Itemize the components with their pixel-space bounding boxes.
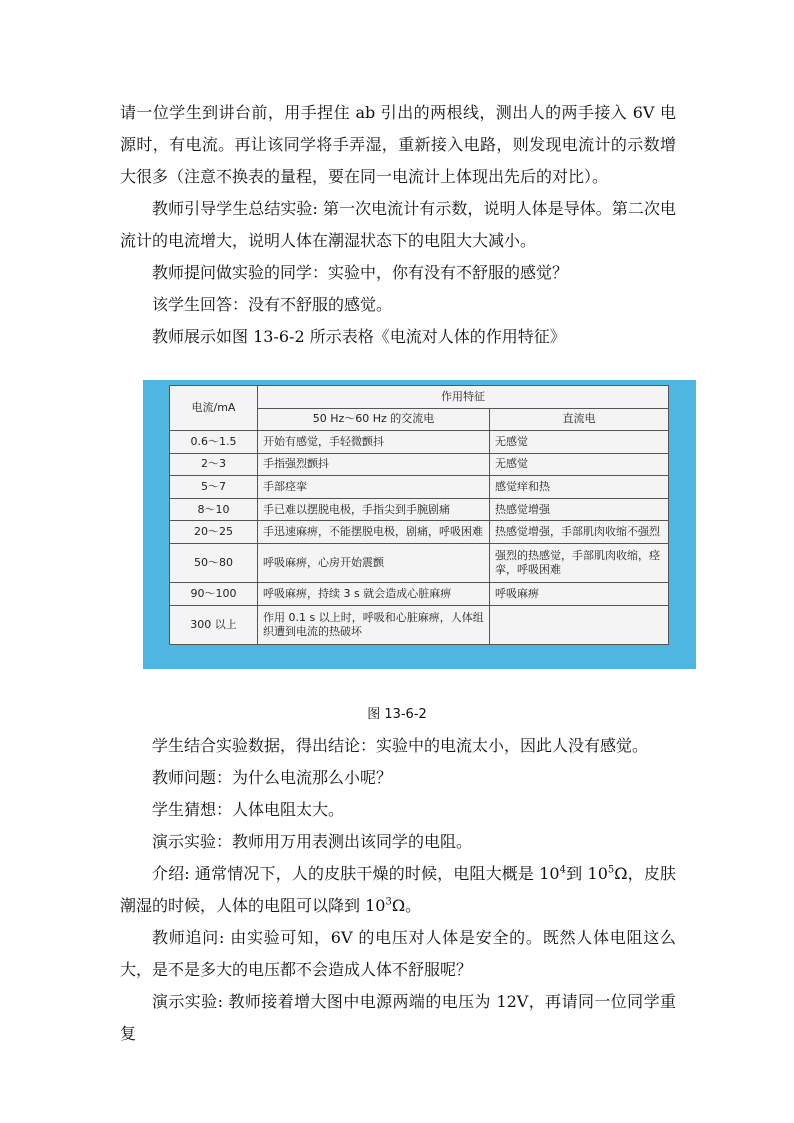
paragraph-student-conclusion: 学生结合实验数据，得出结论：实验中的电流太小，因此人没有感觉。: [152, 736, 649, 755]
current-effects-table: [169, 385, 669, 645]
table-row: [170, 543, 669, 582]
exponent-4: 4: [559, 864, 566, 876]
cell-ac: 手指强烈颤抖: [258, 453, 490, 476]
header-dc: 直流电: [490, 408, 669, 431]
figure-caption: 图 13-6-2: [367, 707, 427, 722]
paragraph-teacher-summary: 教师引导学生总结实验: 第一次电流计有示数，说明人体是导体。第二次电流计的电流增大，说明人体在潮湿状态下的电阻大大减小。: [120, 199, 676, 250]
cell-current: 50～80: [170, 543, 258, 582]
paragraph-introduction: [120, 858, 676, 922]
cell-dc: 无感觉: [490, 453, 669, 476]
intro-text-c: Ω，皮肤潮湿的时候，人体的电阻可以降到 10: [120, 864, 676, 915]
table-row: [170, 583, 669, 606]
cell-ac: 呼吸麻痹，心房开始震颤: [258, 543, 490, 582]
intro-text-a: 介绍: 通常情况下，人的皮肤干燥的时候，电阻大概是 10: [152, 864, 560, 883]
paragraph-experiment-setup: 请一位学生到讲台前，用手捏住 ab 引出的两根线，测出人的两手接入 6V 电源时，有电流。再让该同学将手弄湿，重新接入电路，则发现电流计的示数增大很多（注意不换表的量程，要在同一电流计上体现出先后的对比）。: [120, 103, 676, 186]
table-row: [170, 453, 669, 476]
cell-ac: 开始有感觉，手轻微颤抖: [258, 431, 490, 454]
exponent-5: 5: [607, 864, 615, 876]
intro-text-b: 到 10: [566, 864, 608, 883]
header-ac: 50 Hz～60 Hz 的交流电: [258, 408, 490, 431]
paragraph-demo-resistance: 演示实验：教师用万用表测出该同学的电阻。: [152, 832, 473, 851]
cell-current: 300 以上: [170, 605, 258, 644]
paragraph-teacher-show-table: 教师展示如图 13-6-2 所示表格《电流对人体的作用特征》: [152, 327, 566, 346]
table-header-row: [170, 386, 669, 409]
table-row: [170, 605, 669, 644]
cell-dc: 无感觉: [490, 431, 669, 454]
cell-ac: 手已难以摆脱电极，手指尖到手腕剧痛: [258, 498, 490, 521]
cell-current: 90～100: [170, 583, 258, 606]
cell-dc: [490, 605, 669, 644]
cell-dc: 热感觉增强: [490, 498, 669, 521]
cell-ac: 手部痉挛: [258, 476, 490, 499]
table-row: [170, 476, 669, 499]
paragraph-teacher-followup: 教师追问: 由实验可知，6V 的电压对人体是安全的。既然人体电阻这么大，是不是多大的电压都不会造成人体不舒服呢？: [120, 928, 676, 979]
figure-current-effects: [143, 380, 696, 669]
cell-current: 8～10: [170, 498, 258, 521]
cell-current: 20～25: [170, 521, 258, 544]
cell-dc: 强烈的热感觉，手部肌肉收缩，痉挛，呼吸困难: [490, 543, 669, 582]
cell-current: 5～7: [170, 476, 258, 499]
paragraph-teacher-problem: 教师问题：为什么电流那么小呢？: [152, 768, 393, 787]
exponent-3: 3: [385, 896, 392, 908]
cell-current: 0.6～1.5: [170, 431, 258, 454]
header-current: 电流/mA: [170, 386, 258, 431]
paragraph-demo-voltage: 演示实验: 教师接着增大图中电源两端的电压为 12V，再请同一位同学重复: [120, 992, 676, 1043]
header-feature: 作用特征: [258, 386, 669, 409]
intro-text-d: Ω。: [391, 896, 422, 915]
cell-ac: 呼吸麻痹，持续 3 s 就会造成心脏麻痹: [258, 583, 490, 606]
cell-dc: 感觉痒和热: [490, 476, 669, 499]
cell-dc: 热感觉增强，手部肌肉收缩不强烈: [490, 521, 669, 544]
table-container: [169, 385, 668, 645]
paragraph-student-answer: 该学生回答：没有不舒服的感觉。: [152, 295, 393, 314]
cell-dc: 呼吸麻痹: [490, 583, 669, 606]
table-row: [170, 498, 669, 521]
cell-ac: 手迅速麻痹，不能摆脱电极，剧痛，呼吸困难: [258, 521, 490, 544]
table-row: [170, 521, 669, 544]
paragraph-student-guess: 学生猜想：人体电阻太大。: [152, 800, 345, 819]
paragraph-teacher-question: 教师提问做实验的同学：实验中，你有没有不舒服的感觉？: [152, 263, 569, 282]
table-row: [170, 431, 669, 454]
cell-current: 2～3: [170, 453, 258, 476]
cell-ac: 作用 0.1 s 以上时，呼吸和心脏麻痹，人体组织遭到电流的热破坏: [258, 605, 490, 644]
